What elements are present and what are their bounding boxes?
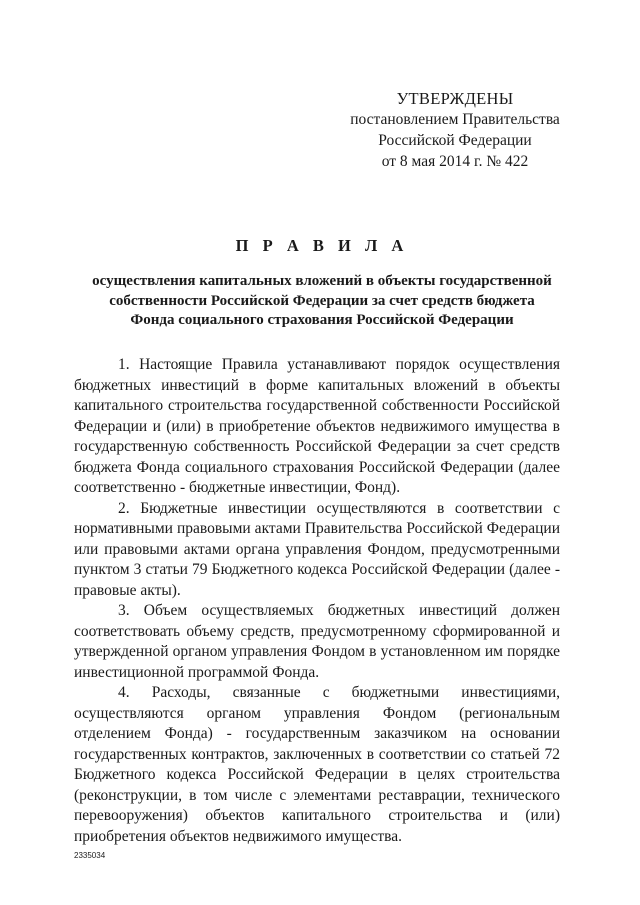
approval-heading: УТВЕРЖДЕНЫ xyxy=(396,89,514,108)
paragraph-2: 2. Бюджетные инвестиции осуществляются в соответствии с нормативными правовыми актами Правительства Российской Федерации или правовыми актами органа управления Фондом, предусмотренными пунктом 3 статьи 79 Бюджетного кодекса Российской Федерации (далее - правовые акты). xyxy=(74,499,560,599)
document-body xyxy=(74,355,560,847)
paragraph-3: 3. Объем осуществляемых бюджетных инвестиций должен соответствовать объему средств, предусмотренному сформированной и утвержденной органом управления Фондом в установленном им порядке инвестиционной программой Фонда. xyxy=(74,602,560,681)
document-subtitle xyxy=(72,272,572,331)
approval-line-1: постановлением Правительства xyxy=(350,111,560,128)
document-title: П Р А В И Л А xyxy=(235,236,409,255)
paragraph-4: 4. Расходы, связанные с бюджетными инвестициями, осуществляются органом управления Фондом (региональным отделением Фонда) - государственным заказчиком на основании государственных контрактов, заключенных в соответствии со статьей 72 Бюджетного кодекса Российской Федерации в целях строительства (реконструкции, в том числе с элементами реставрации, технического перевооружения) объектов капитального строительства и (или) приобретения объектов недвижимого имущества. xyxy=(74,684,560,845)
subtitle-line-3: Фонда социального страхования Российской Федерации xyxy=(130,312,514,328)
document-title-block xyxy=(72,236,572,331)
subtitle-line-2: собственности Российской Федерации за счет средств бюджета xyxy=(109,292,535,309)
approval-stamp xyxy=(330,88,580,172)
document-code: 2335034 xyxy=(74,851,106,860)
paragraph-1: 1. Настоящие Правила устанавливают порядок осуществления бюджетных инвестиций в форме капитальных вложений в объекты капитального строительства государственной собственности Российской Федерации и (или) в приобретение объектов недвижимого имущества в государственную собственность Российской Федерации за счет средств бюджета Фонда социального страхования Российской Федерации (далее соответственно - бюджетные инвестиции, Фонд). xyxy=(74,356,560,496)
approval-line-2: Российской Федерации xyxy=(378,132,532,149)
approval-line-3: от 8 мая 2014 г. № 422 xyxy=(381,153,529,170)
subtitle-line-1: осуществления капитальных вложений в объекты государственной xyxy=(92,273,552,289)
